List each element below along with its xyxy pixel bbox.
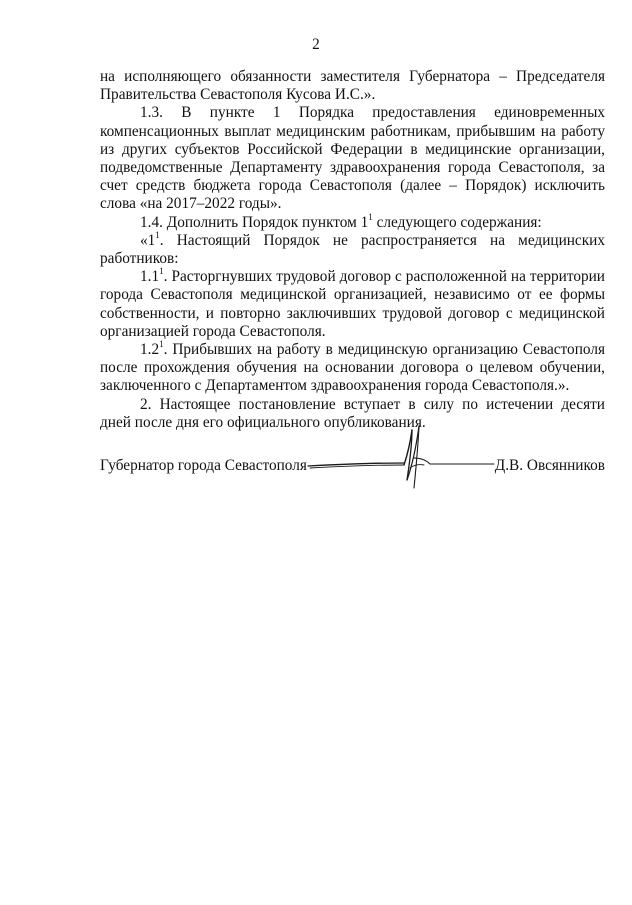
paragraph-text: следующего содержания: <box>372 213 542 231</box>
paragraph-text: «1 <box>140 231 156 249</box>
paragraph-text: . Прибывших на работу в медицинскую организацию Севастополя после прохождения обучения на основании договора о целевом обучении, заключенного с Департаментом здравоохранения города Севастополя.». <box>100 341 605 395</box>
superscript: 1 <box>155 229 160 240</box>
paragraph-2: 2. Настоящее постановление вступает в силу по истечении десяти дней после дня его официального опубликования. <box>100 395 605 431</box>
paragraph-1-3: 1.3. В пункте 1 Порядка предоставления единовременных компенсационных выплат медицинским работникам, прибывшим на работу из других субъектов Российской Федерации в медицинские организации, подведомственные Департаменту здравоохранения города Севастополя, за счет средств бюджета города Севастополя (далее – Порядок) исключить слова «на 2017–2022 годы». <box>100 104 605 213</box>
handwritten-signature <box>306 418 496 493</box>
superscript: 1 <box>159 266 164 277</box>
paragraph-text: 1.2 <box>140 341 160 359</box>
paragraph-quote-1-1 <box>100 229 605 268</box>
document-body <box>100 68 605 432</box>
paragraph-text: 1.4. Дополнить Порядок пунктом 1 <box>140 213 369 231</box>
signatory-name: Д.В. Овсянников <box>494 457 605 474</box>
superscript: 1 <box>159 338 164 349</box>
paragraph-1: на исполняющего обязанности заместителя Губернатора – Председателя Правительства Севастополя Кусова И.С.». <box>100 68 605 104</box>
paragraph-1-1-1 <box>100 268 605 341</box>
paragraph-text: 1.1 <box>140 268 160 286</box>
paragraph-text: . Настоящий Порядок не распространяется на медицинских работников: <box>100 231 605 268</box>
superscript: 1 <box>368 211 373 222</box>
signatory-title: Губернатор города Севастополя <box>100 457 307 474</box>
paragraph-text: . Расторгнувших трудовой договор с расположенной на территории города Севастополя медицинской организацией, независимо от ее формы собственности, и повторно заключивших трудовой договор с медицинской организацией города Севастополя. <box>100 268 605 340</box>
paragraph-1-4 <box>100 211 605 232</box>
signature-block <box>100 457 605 479</box>
paragraph-1-2-1 <box>100 338 605 396</box>
page-number: 2 <box>312 36 320 53</box>
